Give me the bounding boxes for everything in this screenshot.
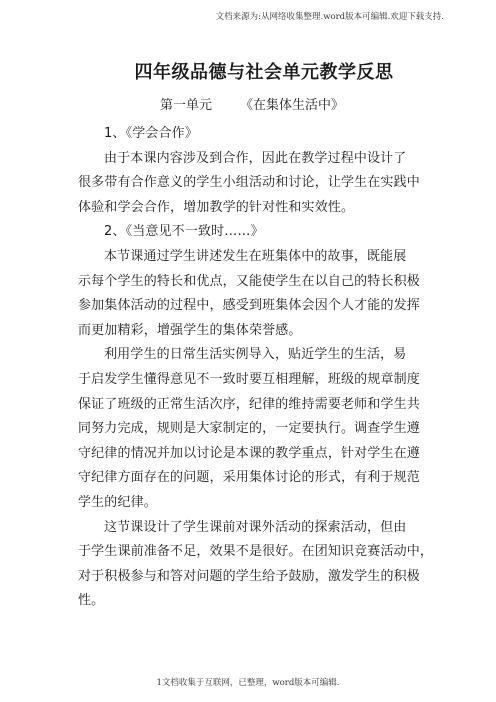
- unit-title: 《在集体生活中》: [240, 98, 345, 113]
- body-text: [78, 122, 438, 614]
- document-content: [78, 60, 438, 609]
- paragraph-line: 利用学生的日常生活实例导入，贴近学生的生活，易: [104, 347, 407, 363]
- paragraph-line: 而更加精彩，增强学生的集体荣誉感。: [78, 322, 302, 338]
- section-heading: 2、《当意见不一致时……》: [104, 224, 264, 240]
- footer-note: 1文档收集于互联网，已整理，word版本可编辑.: [156, 678, 340, 688]
- page-title: 四年级品德与社会单元教学反思: [134, 62, 394, 83]
- paragraph-line: 由于本课内容涉及到合作，因此在教学过程中设计了: [104, 150, 407, 166]
- paragraph-line: 保证了班级的正常生活次序，纪律的维持需要老师和学生共: [78, 396, 420, 412]
- unit-label: 第一单元: [160, 98, 213, 113]
- paragraph-line: 守纪律方面存在的问题，采用集体讨论的形式，有利于规范: [78, 470, 420, 486]
- paragraph-line: 于启发学生懂得意见不一致时要互相理解，班级的规章制度: [78, 371, 420, 387]
- paragraph-line: 这节课设计了学生课前对课外活动的探索活动，但由: [104, 519, 407, 535]
- paragraph-line: 学生的纪律。: [78, 494, 157, 510]
- paragraph-line: 对于积极参与和答对问题的学生给予鼓励，激发学生的积极: [78, 568, 420, 584]
- section-heading: 1、《学会合作》: [104, 126, 198, 141]
- header-note: 文档来源为:从网络收集整理.word版本可编辑.欢迎下载支持.: [215, 12, 444, 22]
- paragraph-line: 示每个学生的特长和优点，又能使学生在以自己的特长积极: [78, 273, 420, 289]
- paragraph-line: 参加集体活动的过程中，感受到班集体会因个人才能的发挥: [78, 298, 420, 314]
- paragraph-line: 性。: [78, 593, 105, 609]
- paragraph-line: 很多带有合作意义的学生小组活动和讨论，让学生在实践中: [78, 175, 420, 191]
- paragraph-line: 于学生课前准备不足，效果不是很好。在团知识竞赛活动中，: [78, 544, 434, 560]
- paragraph-line: 守纪律的情况并加以讨论是本课的教学重点，针对学生在遵: [78, 445, 420, 461]
- unit-heading: [160, 94, 344, 113]
- paragraph-line: 同努力完成，规则是大家制定的，一定要执行。调查学生遵: [78, 421, 420, 437]
- paragraph-line: 本节课通过学生讲述发生在班集体中的故事，既能展: [104, 248, 407, 264]
- paragraph-line: 体验和学会合作，增加教学的针对性和实效性。: [78, 199, 355, 215]
